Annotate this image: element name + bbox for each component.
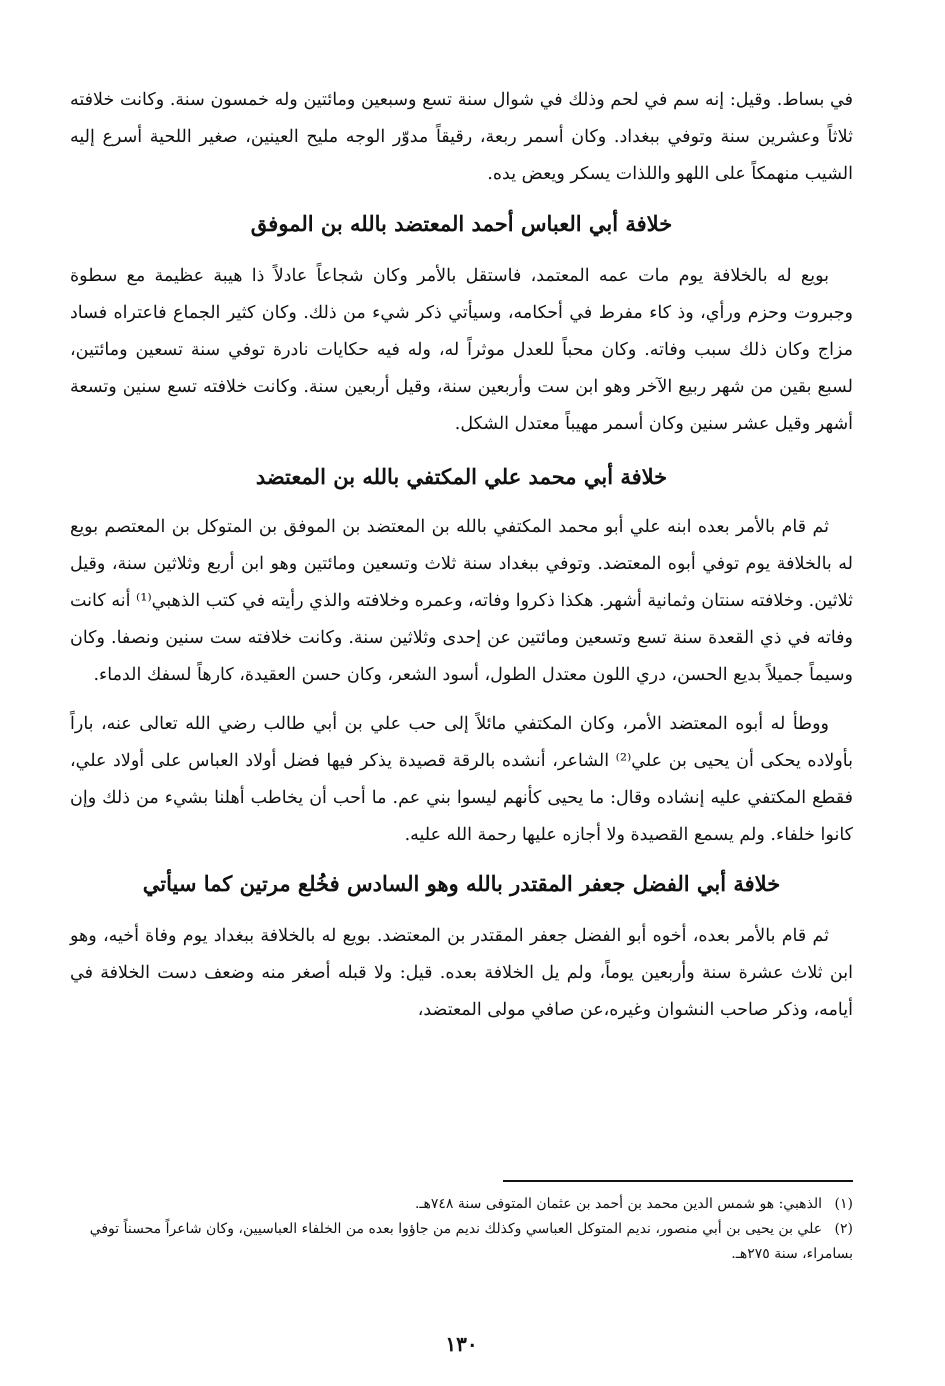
footnote-1 [70,1192,853,1217]
section-heading-mutadid: خلافة أبي العباس أحمد المعتضد بالله بن الموفق [250,211,673,236]
footnote-text: علي بن يحيى بن أبي منصور، نديم المتوكل العباسي وكذلك نديم من جاؤوا بعده من الخلفاء العباسيين، وكان شاعراً محسناً توفي بسامراء، سنة ٢٧٥هـ. [89,1221,853,1262]
opening-paragraph: في بساط. وقيل: إنه سم في لحم وذلك في شوال سنة تسع وسبعين ومائتين وله خمسون سنة. وكانت خلافته ثلاثاً وعشرين سنة وتوفي ببغداد. وكان أسمر ربعة، رقيقاً مدوّر الوجه مليح العينين، صغير اللحية أسرع إليه الشيب منهمكاً على اللهو واللذات يسكر ويعض يده. [70,90,853,184]
book-page [70,82,853,1386]
paragraph-mutadid: بويع له بالخلافة يوم مات عمه المعتمد، فاستقل بالأمر وكان شجاعاً عادلاً ذا هيبة عظيمة مع سطوة وجبروت وحزم ورأي، وذ كاء مفرط في أحكامه، وسيأتي ذكر شيء من ذلك. وكان كثير الجماع فاعتراه فساد مزاج وكان ذلك سبب وفاته. وكان محباً للعدل موثراً له، وله فيه حكايات نادرة توفي سنة تسعين ومائتين، لسبع بقين من شهر ربيع الآخر وهو ابن ست وأربعين سنة، وقيل أربعين سنة. وكانت خلافته تسع سنين وتسعة أشهر وقيل عشر سنين وكان أسمر مهيباً معتدل الشكل. [70,266,853,434]
paragraph-muqtadir: ثم قام بالأمر بعده، أخوه أبو الفضل جعفر المقتدر بن المعتضد. بويع له بالخلافة ببغداد يوم وفاة أخيه، وهو ابن ثلاث عشرة سنة وأربعين يوماً، ولم يل الخلافة بعده. قيل: ولا قبله أصغر منه وضعف دست الخلافة في أيامه، وذكر صاحب النشوان وغيره،عن صافي مولى المعتضد، [70,926,853,1020]
section-heading-muktafi: خلافة أبي محمد علي المكتفي بالله بن المعتضد [255,464,668,489]
footnote-number: (١) [834,1196,853,1212]
footnote-text: الذهبي: هو شمس الدين محمد بن أحمد بن عثمان المتوفى سنة ٧٤٨هـ. [414,1196,823,1212]
footnote-number: (٢) [834,1221,853,1237]
page-number: ١٣٠ [445,1332,478,1356]
footnote-divider [503,1180,853,1182]
paragraph-muktafi-1: ثم قام بالأمر بعده ابنه علي أبو محمد المكتفي بالله بن المعتضد بن الموفق بن المتوكل بن المعتصم بويع له بالخلافة يوم توفي أبوه المعتضد. وتوفي ببغداد سنة ثلاث وتسعين ومائتين وهو ابن أربع وثلاثين سنة، وقيل ثلاثين. وخلافته سنتان وثمانية أشهر. هكذا ذكروا وفاته، وعمره وخلافته والذي رأيته في كتب الذهبي⁽¹⁾ أنه كانت وفاته في ذي القعدة سنة تسع وتسعين ومائتين عن إحدى وثلاثين سنة. وكانت خلافته ست سنين ونصفا. وكان وسيماً جميلاً بديع الحسن، دري اللون معتدل الطول، أسود الشعر، وكان حسن العقيدة، كارهاً لسفك الدماء. [70,517,853,685]
section-heading-muqtadir: خلافة أبي الفضل جعفر المقتدر بالله وهو السادس فخُلع مرتين كما سيأتي [142,871,781,896]
footnote-2 [70,1217,853,1267]
footnotes [70,1192,853,1267]
paragraph-muktafi-2: ووطأ له أبوه المعتضد الأمر، وكان المكتفي مائلاً إلى حب علي بن أبي طالب رضي الله تعالى عنه، باراً بأولاده يحكى أن يحيى بن علي⁽²⁾ الشاعر، أنشده بالرقة قصيدة يذكر فيها فضل أولاد العباس على أولاد علي، فقطع المكتفي عليه إنشاده وقال: ما يحيى كأنهم ليسوا بني عم. ما أحب أن يخاطب أهلنا بشيء من ذلك وإن كانوا خلفاء. ولم يسمع القصيدة ولا أجازه عليها رحمة الله عليه. [70,714,853,845]
